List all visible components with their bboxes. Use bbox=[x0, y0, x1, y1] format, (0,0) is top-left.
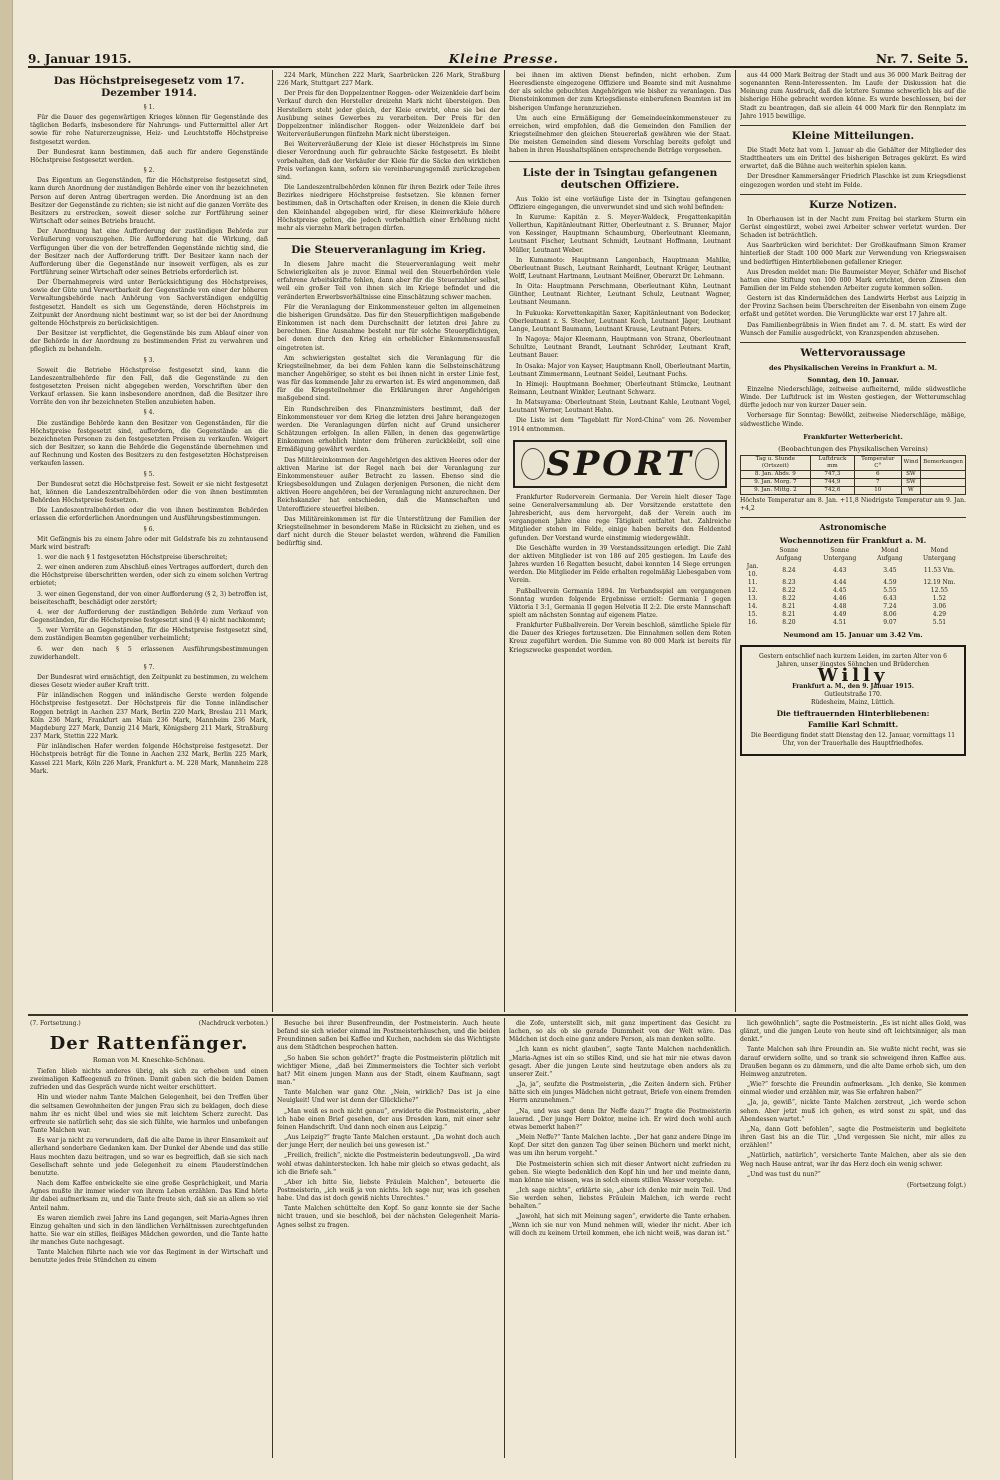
table-header bbox=[740, 547, 765, 563]
novel-author: Roman von M. Kneschke-Schönau. bbox=[92, 1056, 206, 1064]
paragraph: Der Bundesrat wird ermächtigt, den Zeitpunkt zu bestimmen, zu welchem dieses Gesetz wieder außer Kraft tritt. bbox=[30, 674, 268, 690]
table-cell: 12. bbox=[747, 587, 758, 594]
paragraph: Der Besitzer ist verpflichtet, die Gegenstände bis zum Ablauf einer von der Behörde in der Anordnung zu bestimmenden Frist zu verwahren und pfleglich zu behandeln. bbox=[30, 330, 268, 354]
paragraph: 5. wer Vorräte an Gegenständen, für die Höchstpreise festgesetzt sind, dem zuständigen Beamten gegenüber verheimlicht; bbox=[30, 627, 268, 643]
article-continuation-steuer bbox=[509, 72, 731, 156]
wetter-line-1: des Physikalischen Vereins in Frankfurt a. M. bbox=[768, 363, 938, 372]
death-extra: Rüdesheim, Mainz, Lüttich. bbox=[811, 699, 895, 706]
table-header: Mond Aufgang bbox=[877, 547, 903, 562]
paragraph: „Ich sage nichts“, erklärte sie, „aber ich denke mir mein Teil. Und Sie werden sehen, liebstes Fräulein Malchen, ich werde recht behalten.“ bbox=[509, 1186, 731, 1211]
table-cell: 11.53 Vm. bbox=[923, 567, 955, 574]
paragraph: Die Landeszentralbehörden können für ihren Bezirk oder Teile ihres Bezirkes niedrigere Höchstpreise festsetzen. Sie können ferner bestimmen, daß in Ortschaften oder Kreisen, in denen die Kleie durch den Kleinhandel abgegeben wird, für diese Kleinverkäufe höhere Höchstpreise gelten, die jedoch vorbehaltlich einer Erhöhung nicht mehr als vierzehn Mark betragen dürfen. bbox=[277, 184, 500, 232]
paragraph: Tante Malchen war ganz Ohr. „Nein, wirklich? Das ist ja eine Neuigkeit! Und wer ist denn der Glückliche?“ bbox=[277, 1089, 500, 1105]
table-cell: 3.06 bbox=[932, 603, 947, 610]
table-header: Tag u. Stunde (Ortszeit) bbox=[741, 455, 811, 470]
table-cell: 5.51 bbox=[932, 619, 947, 626]
paragraph: Aus Tokio ist eine vorläufige Liste der in Tsingtau gefangenen Offiziere eingegangen, die unverwundet sind und sich wohl befinden: bbox=[509, 195, 731, 211]
astro-row bbox=[740, 603, 966, 611]
wetterbericht-title: Frankfurter Wetterbericht. bbox=[803, 432, 903, 441]
paragraph: Fußballverein Germania 1894. Im Verbandsspiel am vergangenen Sonntag wurden folgende Ergebnisse erzielt: Germania I gegen Viktoria I 3:1, Germania II gegen Helvetia II 2:2. Die erste Mannschaft spielt am nächsten Sonntag auf eigenem Platze. bbox=[509, 587, 731, 619]
table-cell: 747,3 bbox=[810, 470, 854, 478]
paragraph: Soweit die Betriebe Höchstpreise festgesetzt sind, kann die Landeszentralbehörde für den Fall, daß die Gegenstände zu den festgesetzten Preisen nicht abgegeben werden, Vorschriften über den Verkauf erlassen. Sie kann insbesondere anordnen, daß die Besitzer ihre Vorräte den von ihr bezeichneten Stellen anzubieten haben. bbox=[30, 366, 268, 407]
column-rule bbox=[504, 1018, 505, 1458]
death-mourners: Die tieftrauernden Hinterbliebenen: bbox=[776, 709, 930, 718]
paragraph: In Osaka: Major von Kayser, Hauptmann Knoll, Oberleutnant Martin, Leutnant Zimmermann, Leutnant Seidel, Leutnant Fuchs. bbox=[509, 362, 731, 378]
article-body-hoechstpreise bbox=[30, 104, 268, 776]
paragraph: Nach dem Kaffee entwickelte sie eine große Gesprächigkeit, und Maria Agnes mußte ihr immer wieder von ihrem Leben erzählen. Das Kind hörte ihr dabei aufmerksam zu, und die Tante freute sich, daß sie an allem so viel Anteil nahm. bbox=[30, 1180, 268, 1212]
ornament-icon bbox=[695, 448, 719, 480]
paragraph: Für inländischen Roggen und inländische Gerste werden folgende Höchstpreise festgesetzt. Der Höchstpreis für die Tonne inländischer Roggen beträgt in Aachen 237 Mark, Berlin 220 Mark, Breslau 211 Mark, Köln 236 Mark, Frankfurt am Main 236 Mark, Mannheim 236 Mark, Magdeburg 227 Mark, Danzig 214 Mark, Königsberg 211 Mark, Straßburg 237 Mark, Stettin 222 Mark. bbox=[30, 692, 268, 741]
paragraph: In diesem Jahre macht die Steuerveranlagung weit mehr Schwierigkeiten als je zuvor. Einmal weil den Steuerbehörden viele erfahrene Arbeitskräfte fehlen, dann aber für die Steuerzahler selbst, weil ein großer Teil von ihnen sich im Kriege befindet und die veränderten Erwerbsverhältnisse eine Einschätzung schwer machen. bbox=[277, 260, 500, 301]
paragraph: „Ja, ja, gewiß“, nickte Tante Malchen zerstreut, „ich werde schon sehen. Aber jetzt muß ich gehen, es wird sonst zu spät, und das Abendessen wartet.“ bbox=[740, 1099, 966, 1123]
table-header: Bemerkungen bbox=[921, 455, 966, 470]
column-rule bbox=[504, 70, 505, 1012]
article-title-tsingtau: Liste der in Tsingtau gefangenen deutschen Offiziere. bbox=[522, 166, 718, 191]
page-edge bbox=[0, 0, 13, 1480]
paragraph: aus 44 000 Mark Beitrag der Stadt und aus 36 000 Mark Beitrag der sogenannten Renn-Interessenten. Im Laufe der Diskussion hat die Meinung zum Ausdruck, daß die letztere Summe schwerlich bis auf die bisherige Höhe gebracht werden könne. Es wurde beschlossen, bei der Stadt zu beantragen, daß sie allein 44 000 Mark für den Rennplatz im Jahre 1915 bewillige. bbox=[740, 72, 966, 120]
paragraph: Die zuständige Behörde kann den Besitzer von Gegenständen, für die Höchstpreise festgesetzt sind, auffordern, die Gegenstände an die bezeichneten Personen zu den festgesetzten Preisen zu verkaufen. Weigert sich der Besitzer, so kann die Behörde die Gegenstände übernehmen und auf Rechnung und Kosten des Besitzers zu den festgesetzten Höchstpreisen verkaufen lassen. bbox=[30, 419, 268, 468]
table-cell: 5.55 bbox=[883, 587, 897, 594]
novel-column-3 bbox=[509, 1020, 731, 1460]
novel-continuation: (7. Fortsetzung.) bbox=[30, 1020, 81, 1027]
death-family: Familie Karl Schmitt. bbox=[807, 720, 899, 729]
paragraph: 4. wer der Aufforderung der zuständigen Behörde zum Verkauf von Gegenständen, für die Höchstpreise festgesetzt sind (§ 4) nicht nachkommt; bbox=[30, 608, 268, 625]
title-wettervoraussage: Wettervoraussage bbox=[800, 346, 906, 359]
paragraph: Die Geschäfte wurden in 39 Vorstandssitzungen erledigt. Die Zahl der aktiven Mitglieder ist von 186 auf 205 gestiegen. Im Laufe des Jahres wurden 16 Regatten besucht, dabei konnten 14 Siege errungen werden. Die Mitglieder im Felde erhalten regelmäßig Liebesgaben vom Verein. bbox=[509, 544, 731, 585]
paragraph: Tante Malchen schüttelte den Kopf. So ganz konnte sie der Sache nicht trauen, und sie beschloß, bei der nächsten Gelegenheit Maria-Agnes selbst zu fragen. bbox=[277, 1205, 500, 1229]
paragraph: Der Bundesrat setzt die Höchstpreise fest. Soweit er sie nicht festgesetzt hat, können die Landeszentralbehörden oder die von ihnen bestimmten Behörden Höchstpreise festsetzen. bbox=[30, 480, 268, 505]
wetter-text: Einzelne Niederschläge, zeitweise aufheiternd, milde südwestliche Winde. Der Luftdruck ist im Westen gestiegen, der Wetterumschlag dürfte jedoch nur von kurzer Dauer sein. bbox=[740, 385, 966, 410]
table-cell: 6 bbox=[855, 470, 901, 478]
table-cell: 8.20 bbox=[782, 619, 796, 626]
paragraph: „Wie?“ forschte die Freundin aufmerksam. „Ich denke, Sie kommen einmal wieder und erzählen mir, was Sie erfahren haben?“ bbox=[740, 1081, 966, 1097]
table-cell bbox=[921, 486, 966, 494]
paragraph: „Und was tust du nun?“ bbox=[747, 1170, 821, 1178]
table-cell: 9.07 bbox=[883, 619, 897, 626]
table-cell: W bbox=[901, 486, 921, 494]
death-intro: Gestern entschlief nach kurzem Leiden, im zarten Alter von 6 Jahren, unser jüngstes Söhnchen und Brüderchen bbox=[759, 653, 947, 668]
paragraph: lich gewöhnlich“, sagte die Postmeisterin. „Es ist nicht alles Gold, was glänzt, und die jungen Leute von heute sind oft leichtsinniger, als man denkt.“ bbox=[740, 1020, 966, 1044]
paragraph: Bei Weiterveräußerung der Kleie ist dieser Höchstpreis im Sinne dieser Verordnung auch für gebrauchte Säcke festgesetzt. Es bleibt vorbehalten, daß der Verkäufer der Kleie für die Säcke den wirklichen Preis verlangen kann, sofern sie vereinbarungsgemäß zurückzugeben sind. bbox=[277, 141, 500, 181]
table-cell: 8.21 bbox=[782, 603, 796, 610]
table-cell: 744,9 bbox=[810, 478, 854, 486]
paragraph: 1. wer die nach § 1 festgesetzten Höchstpreise überschreitet; bbox=[37, 553, 228, 561]
paragraph: In Oberhausen ist in der Nacht zum Freitag bei starkem Sturm ein Gerüst eingestürzt, wobei zwei Arbeiter schwer verletzt wurden. Der Schaden ist beträchtlich. bbox=[740, 215, 966, 240]
death-burial: Die Beerdigung findet statt Dienstag den 12. Januar, vormittags 11 Uhr, von der Trauerhalle des Hauptfriedhofes. bbox=[750, 732, 956, 747]
paragraph: „Natürlich, natürlich“, versicherte Tante Malchen, aber als sie den Weg nach Hause antrat, war ihr das Herz doch ein wenig schwer. bbox=[740, 1152, 966, 1168]
table-cell: 8.06 bbox=[883, 611, 897, 618]
astro-row bbox=[740, 579, 966, 587]
column-rule bbox=[272, 70, 273, 1012]
paragraph: „Aber ich bitte Sie, liebste Fräulein Malchen“, beteuerte die Postmeisterin, „ich weiß ja von nichts. Ich sage nur, was ich gesehen habe. Und das ist doch gewiß nichts Unrechtes.“ bbox=[277, 1178, 500, 1203]
paragraph: Hin und wieder nahm Tante Malchen Gelegenheit, bei den Treffen über die seltsamen Gewohnheiten der jungen Frau sich zu beklagen, doch diese nahm ihr es nicht übel und wies sie mit leichtem Scherz zurecht. Das erfreute sie natürlich sehr, das sie sich fühlte, wie harmlos und unbefangen Tante Malchen war. bbox=[30, 1094, 268, 1135]
table-cell: 4.59 bbox=[883, 579, 897, 586]
masthead-date: 9. Januar 1915. bbox=[28, 52, 132, 66]
article-body-tsingtau bbox=[509, 196, 731, 434]
novel-text-3 bbox=[509, 1020, 731, 1238]
paragraph: „Na, dann Gott befohlen“, sagte die Postmeisterin und begleitete ihren Gast bis an die Tür. „Und vergessen Sie nicht, mir alles zu erzählen!“ bbox=[740, 1125, 966, 1150]
table-cell: 742,6 bbox=[810, 486, 854, 494]
table-cell: 3.45 bbox=[883, 567, 897, 574]
astro-title: Astronomische bbox=[819, 522, 887, 532]
table-header: Wind bbox=[901, 455, 921, 470]
paragraph: In Nagoya: Major Kleemann, Hauptmann von Stranz, Oberleutnant Schultze, Leutnant Brandt, Leutnant Schröder, Leutnant Kraft, Leutnant Bauer. bbox=[509, 336, 731, 360]
article-body-steuer bbox=[277, 261, 500, 548]
paragraph: Mit Gefängnis bis zu einem Jahre oder mit Geldstrafe bis zu zehntausend Mark wird bestraft: bbox=[30, 535, 268, 551]
section-rule bbox=[28, 1014, 968, 1016]
paragraph: 2. wer einen anderen zum Abschluß eines Vertrages auffordert, durch den die Höchstpreise überschritten werden, oder sich zu einem solchen Vertrag erbietet; bbox=[30, 564, 268, 588]
astro-subtitle: Wochennotizen für Frankfurt a. M. bbox=[779, 536, 927, 545]
novel-closing: (Fortsetzung folgt.) bbox=[907, 1181, 966, 1189]
paragraph: Besuche bei ihrer Busenfreundin, der Postmeisterin. Auch heute befand sie sich wieder einmal im Postmeisterhäuschen, und die beiden Freundinnen saßen bei Kaffee und Kuchen, nachdem sie das Wichtigste aus dem Städtchen besprochen hatten. bbox=[277, 1020, 500, 1052]
paragraph: Die Landeszentralbehörden oder die von ihnen bestimmten Behörden erlassen die erforderlichen Anordnungen und Ausführungsbestimmungen. bbox=[30, 507, 268, 523]
paragraph: Ein Rundschreiben des Finanzministers bestimmt, daß der Einkommensteuer vor dem Krieg die letzten drei Jahre herangezogen werden. Die Veranlagungen dürfen nicht auf Grund unsicherer Schätzungen erfolgen. In allen Fällen, in denen das gegenwärtige Einkommen erheblich hinter dem früheren zurückbleibt, soll eine Ermäßigung gewährt werden. bbox=[277, 405, 500, 454]
paragraph: Der Übernahmepreis wird unter Berücksichtigung des Höchstpreises, sowie der Güte und Verwertbarkeit der Gegenstände von einer der höheren Verwaltungsbehörde nach Anhörung von Sachverständigen endgültig festgesetzt. Handelt es sich um Gegenstände, deren Höchstpreis im Zeitpunkt der Anordnung nicht bestimmt war, so ist der bei der Anordnung geltende Höchstpreis zu berücksichtigen. bbox=[30, 279, 268, 327]
section-number: § 5. bbox=[143, 470, 155, 478]
title-kleine-mitteilungen: Kleine Mitteilungen. bbox=[791, 129, 915, 142]
table-cell: 16. bbox=[747, 619, 758, 626]
paragraph: Der Bundesrat kann bestimmen, daß auch für andere Gegenstände Höchstpreise festgesetzt werden. bbox=[30, 148, 268, 164]
table-cell: 4.29 bbox=[932, 611, 947, 618]
table-cell: 4.46 bbox=[833, 595, 847, 602]
article-continuation-preise bbox=[277, 72, 500, 233]
paragraph: Für die Veranlagung der Einkommensteuer gelten im allgemeinen die bisherigen Grundsätze. Das für den Steuerpflichtigen maßgebende Einkommen ist nach dem Durchschnitt der letzten drei Jahre zu berechnen. Eine Ausnahme besteht nur für solche Steuerpflichtigen, bei denen durch den Krieg ein erheblicher Einkommensausfall eingetreten ist. bbox=[277, 303, 500, 352]
paragraph: Es war ja nicht zu verwundern, daß die alte Dame in ihrer Einsamkeit auf allerhand sonderbare Gedanken kam. Der Dunkel der Abende und das stille Haus mochten dazu beitragen, und so war es begreiflich, daß sie sich nach Gesellschaft sehnte und jede Gelegenheit zu einem Plauderstündchen benutzte. bbox=[30, 1137, 268, 1177]
column-1 bbox=[30, 72, 268, 1012]
table-cell: SW bbox=[901, 478, 921, 486]
paragraph: Aus Dresden meldet man: Die Baumeister Meyer, Schäfer und Bischof hatten eine Stiftung von 100 000 Mark errichtet, deren Zinsen den Familien der im Felde stehenden Arbeiter zugute kommen sollen. bbox=[740, 268, 966, 292]
kleine-mitteilungen-body bbox=[740, 147, 966, 190]
masthead bbox=[28, 46, 968, 68]
paragraph: Frankfurter Ruderverein Germania. Der Verein hielt dieser Tage seine Generalversammlung ab. Der Vorsitzende erstattete den Jahresbericht, aus dem hervorgeht, daß der Verein auch im vergangenen Jahre eine rege Tätigkeit entfaltet hat. Zahlreiche Mitglieder stehen im Felde, einige haben bereits den Heldentod gefunden. Der Vorstand wurde einstimmig wiedergewählt. bbox=[509, 493, 731, 542]
paragraph: „Jawohl, hat sich mit Meinung sagen“, erwiderte die Tante erhaben. „Wenn ich sie nur von Mund nehmen will, wieder ihr nicht. Aber ich will doch zu keinem Urteil kommen, ehe ich nicht weiß, was daran ist.“ bbox=[509, 1213, 731, 1237]
paragraph: Das Militäreinkommen ist für die Unterstützung der Familien der Kriegsteilnehmer in besonderem Maße in Rücksicht zu ziehen, und es darf nicht durch die Steuer belastet werden, während die Familien bedürftig sind. bbox=[277, 515, 500, 548]
table-cell bbox=[921, 478, 966, 486]
paragraph: „Man weiß es noch nicht genau“, erwiderte die Postmeisterin, „aber ich habe einen Brief gesehen, der aus Dresden kam, mit einer sehr feinen Handschrift. Und dann noch einen aus Leipzig.“ bbox=[277, 1107, 500, 1131]
paragraph: Gestern ist das Kindermädchen des Landwirts Herbst aus Leipzig in der Provinz Sachsen beim Überschreiten der Eisenbahn von einem Zuge erfaßt und getötet worden. Die Verunglückte war erst 17 Jahre alt. bbox=[740, 295, 966, 319]
paragraph: „Mein Neffe?“ Tante Malchen lachte. „Der hat ganz andere Dinge im Kopf. Der sitzt den ganzen Tag über seinen Büchern und merkt nicht, was um ihn herum vorgeht.“ bbox=[509, 1134, 731, 1158]
novel-text-2 bbox=[277, 1020, 500, 1230]
ornament-icon bbox=[521, 448, 545, 480]
column-2 bbox=[277, 72, 500, 1012]
table-cell: 9. Jan. Morg. 7 bbox=[741, 478, 811, 486]
paragraph: In Matsuyama: Oberleutnant Stein, Leutnant Kahle, Leutnant Vogel, Leutnant Werner, Leutnant Hahn. bbox=[509, 399, 731, 415]
table-cell: 10 bbox=[855, 486, 901, 494]
novel-text-4 bbox=[740, 1020, 966, 1179]
table-cell: 7.24 bbox=[883, 603, 897, 610]
article-title-steuer: Die Steuerveranlagung im Krieg. bbox=[291, 243, 486, 256]
wetter-line-2: Sonntag, den 10. Januar. bbox=[807, 375, 899, 384]
table-cell: 4.43 bbox=[833, 567, 847, 574]
paragraph: Der Dresdner Kammersänger Friedrich Plaschke ist zum Kriegsdienst eingezogen worden und steht im Felde. bbox=[740, 173, 966, 189]
paragraph: Für inländischen Hafer werden folgende Höchstpreise festgesetzt. Der Höchstpreis beträgt für die Tonne in Aachen 232 Mark, Berlin 225 Mark, Kassel 221 Mark, Köln 226 Mark, Frankfurt a. M. 228 Mark, Mannheim 228 Mark. bbox=[30, 743, 268, 775]
weather-table-note: Höchste Temperatur am 8. Jan. +11,8 Niedrigste Temperatur am 9. Jan. +4,2 bbox=[740, 496, 966, 512]
title-kurze-notizen: Kurze Notizen. bbox=[809, 198, 897, 211]
paragraph: Am schwierigsten gestaltet sich die Veranlagung für die Kriegsteilnehmer, da bei dem Fehlen kann die Selbsteinschätzung mancher Angehöriger, so steht es bei ihnen nicht in erster Linie fest, was für das kommende Jahr zu erwarten ist. Es wird angenommen, daß für die Kriegsteilnehmer die Erklärungen ihrer Angehörigen maßgebend sind. bbox=[277, 354, 500, 403]
table-cell: 4.48 bbox=[833, 603, 847, 610]
paragraph: Das Militäreinkommen der Angehörigen des aktiven Heeres oder der aktiven Marine ist der Regel nach bei der Veranlagung zur Einkommensteuer außer Betracht zu lassen. Ebenso sind die Kriegsbesoldungen und Zulagen derjenigen Personen, die nicht dem aktiven Heere angehören, bei der Veranlagung nicht anzurechnen. Der Reichskanzler hat entschieden, daß die Mannschaften und Unteroffiziere steuerfrei bleiben. bbox=[277, 456, 500, 513]
table-cell bbox=[921, 470, 966, 478]
paragraph: „Freilich, freilich“, nickte die Postmeisterin bedeutungsvoll. „Da wird wohl etwas dahinterstecken. Ich habe mir gleich so etwas gedacht, als ich die Briefe sah.“ bbox=[277, 1152, 500, 1176]
table-cell: 1.52 bbox=[932, 595, 947, 602]
table-header: Luftdruck mm bbox=[810, 455, 854, 470]
astro-row bbox=[740, 611, 966, 619]
weather-row bbox=[741, 470, 966, 478]
paragraph: Die Liste ist dem "Tageblatt für Nord-China" vom 26. November 1914 entnommen. bbox=[509, 417, 731, 433]
table-cell: 8.24 bbox=[782, 567, 796, 574]
column-rule bbox=[735, 1018, 736, 1458]
column-4 bbox=[740, 72, 966, 1012]
table-cell: 6.43 bbox=[883, 595, 897, 602]
paragraph: „Na, und was sagt denn Ihr Neffe dazu?“ fragte die Postmeisterin lauernd. „Der junge Herr Doktor, meine ich. Er wird doch wohl auch etwas bemerkt haben?“ bbox=[509, 1107, 731, 1131]
astro-row bbox=[740, 563, 966, 579]
sport-banner bbox=[513, 440, 727, 488]
death-name: Willy bbox=[817, 665, 889, 686]
table-cell: 9. Jan. Mittg. 2 bbox=[741, 486, 811, 494]
novel-meta bbox=[30, 1020, 268, 1027]
paragraph: „Aus Leipzig?“ fragte Tante Malchen erstaunt. „Da wohnt doch auch der junge Herr, der neulich bei uns gewesen ist.“ bbox=[277, 1134, 500, 1150]
death-address: Gutleutstraße 170. bbox=[824, 691, 882, 698]
article-title-hoechstpreise: Das Höchstpreisegesetz vom 17. Dezember 1914. bbox=[53, 75, 245, 99]
weather-row bbox=[741, 478, 966, 486]
table-cell: 15. bbox=[747, 611, 758, 618]
masthead-paper: Kleine Presse. bbox=[448, 52, 559, 66]
table-header: Temperatur C° bbox=[855, 455, 901, 470]
novel-rights: (Nachdruck verboten.) bbox=[198, 1020, 268, 1027]
table-header: Mond Untergang bbox=[922, 547, 956, 562]
paragraph: Tiefen blieb nichts anderes übrig, als sich zu erheben und einen zweimaligen Kaffeegenuß zu frönen. Damit gaben sich die beiden Damen zufrieden und das Gespräch wurde nicht weiter erschüttert. bbox=[30, 1068, 268, 1092]
table-cell: 12.55 bbox=[930, 587, 948, 594]
astro-row bbox=[740, 619, 966, 627]
section-number: § 4. bbox=[143, 409, 155, 417]
paragraph: bei ihnen im aktiven Dienst befinden, nicht erhoben. Zum Heeresdienste eingezogene Offiziere und Beamte sind mit Ausnahme der als solche gebuchten Angehörigen wie bisher zu veranlagen. Das Diensteinkommen der zum Kriegsdienste einberufenen Beamten ist im bisherigen Umfange heranzuziehen. bbox=[509, 72, 731, 112]
masthead-number: Nr. 7. Seite 5. bbox=[876, 52, 968, 66]
table-cell: 8.21 bbox=[782, 611, 796, 618]
paragraph: „So haben Sie schon gehört?“ fragte die Postmeisterin plötzlich mit wichtiger Miene, „daß bei Zimmermeisters die Tochter sich verlobt hat? Mit einem jungen Mann aus der Stadt, einem Kaufmann, sagt man.“ bbox=[277, 1054, 500, 1087]
paragraph: Um auch eine Ermäßigung der Gemeindeeinkommensteuer zu erreichen, wird empfohlen, daß die Gemeinden den Familien der Kriegsteilnehmer den gleichen Steuererlaß gewähren wie der Staat. Die meisten Gemeinden sind diesem Vorschlag bereits gefolgt und haben in ihren Haushaltsplänen entsprechende Beträge vorgesehen. bbox=[509, 114, 731, 155]
table-header: Sonne Aufgang bbox=[776, 547, 802, 562]
paragraph: „Ja, ja“, seufzte die Postmeisterin, „die Zeiten ändern sich. Früher hätte sich ein junges Mädchen nicht getraut, Briefe von einem fremden Herrn anzunehmen.“ bbox=[509, 1081, 731, 1105]
paragraph: 3. wer einen Gegenstand, der von einer Aufforderung (§ 2, 3) betroffen ist, beiseiteschafft, beschädigt oder zerstört; bbox=[30, 590, 268, 606]
novel-column-2 bbox=[277, 1020, 500, 1460]
table-cell: 12.19 Nm. bbox=[923, 579, 956, 586]
astro-table bbox=[740, 547, 966, 627]
table-cell: SW bbox=[901, 470, 921, 478]
novel-title: Der Rattenfänger. bbox=[49, 1033, 249, 1054]
paragraph: Der Preis für den Doppelzentner Roggen- oder Weizenkleie darf beim Verkauf durch den Hersteller dreizehn Mark nicht übersteigen. Den Herstellern steht jeder gleich, der Kleie erwirbt, ohne sie bei der Ausübung seines Gewerbes zu verarbeiten. Der Preis für den Doppelzentner inländischer Roggen- oder Weizenkleie darf bei Weiterveräußerungen fünfzehn Mark nicht übersteigen. bbox=[277, 90, 500, 139]
table-cell: Jan. 10. bbox=[746, 563, 759, 578]
table-cell: 11. bbox=[747, 579, 758, 586]
paragraph: In Kumamoto: Hauptmann Langenbach, Hauptmann Mahlke, Oberleutnant Busch, Leutnant Reinhardt, Leutnant Krüger, Leutnant Wolff, Leutnant Hartmann, Leutnant Meißner, Oberarzt Dr. Lehmann. bbox=[509, 256, 731, 280]
paragraph: Der Anordnung hat eine Aufforderung der zuständigen Behörde zur Veräußerung vorauszugehen. Die Aufforderung hat die Wirkung, daß Verfügungen über die von der betreffenden Gegenstände nichtig sind, die der Besitzer nach der Aufforderung trifft. Der Besitzer kann nach der Aufforderung über die Gegenstände nur insoweit verfügen, als es zur Fortführung seiner Wirtschaft oder seines Betriebs erforderlich ist. bbox=[30, 228, 268, 276]
paragraph: Es waren ziemlich zwei Jahre ins Land gegangen, seit Maria-Agnes ihren Einzug gehalten und sich in den ländlichen Verhältnissen zurechtgefunden hatte. Sie war ein stilles, fleißiges Mädchen geworden, und die Tante hatte ihr manches Gute nachgesagt. bbox=[30, 1214, 268, 1247]
table-cell: 14. bbox=[747, 603, 758, 610]
astro-row bbox=[740, 595, 966, 603]
paragraph: Aus Saarbrücken wird berichtet: Der Großkaufmann Simon Kramer hinterließ der Stadt 100 000 Mark zur Verwendung von Kriegswaisen und bedürftigen Hinterbliebenen gefallener Krieger. bbox=[740, 242, 966, 266]
article-continuation-sport bbox=[740, 72, 966, 121]
table-cell: 4.45 bbox=[833, 587, 847, 594]
paragraph: 224 Mark, München 222 Mark, Saarbrücken 226 Mark, Straßburg 226 Mark, Stuttgart 227 Mark. bbox=[277, 72, 500, 88]
death-notice bbox=[740, 645, 966, 756]
novel-column-4 bbox=[740, 1020, 966, 1460]
table-cell: 13. bbox=[747, 595, 758, 602]
paragraph: Das Eigentum an Gegenständen, für die Höchstpreise festgesetzt sind, kann durch Anordnung der zuständigen Behörde einer von ihr bezeichneten Person auf deren Antrag übertragen werden. Die Anordnung ist an den Besitzer der Gegenstände zu richten; sie ist nicht auf die ganzen Vorräte des Besitzers zu erstrecken, soweit dieser solche zur Fortführung seiner Wirtschaft oder seines Betriebs braucht. bbox=[30, 177, 268, 226]
table-cell: 4.51 bbox=[833, 619, 847, 626]
paragraph: Das Familienbegräbnis in Wien findet am 7. d. M. statt. Es wird der Wunsch der Familie ausgedrückt, von Kranzspenden abzusehen. bbox=[740, 321, 966, 337]
column-rule bbox=[735, 70, 736, 1012]
paragraph: Die Postmeisterin schien sich mit dieser Antwort nicht zufrieden zu geben. Sie wiegte bedenklich den Kopf hin und her und meinte dann, man könne nie wissen, was in solch einem stillen Wasser vorgehe. bbox=[509, 1160, 731, 1184]
article-body-sport bbox=[509, 494, 731, 655]
wetter-vorschau: Vorhersage für Sonntag: Bewölkt, zeitweise Niederschläge, mäßige, südwestliche Winde. bbox=[740, 412, 966, 428]
paragraph: die Zofe, unterstellt sich, mit ganz impertinent das Gesicht zu lachen, so als ob sie gerade Dummheit von der Welt wäre. Das Mädchen ist doch eine ganz andere Person, als man denken sollte. bbox=[509, 1020, 731, 1044]
paragraph: In Oita: Hauptmann Perschmann, Oberleutnant Kühn, Leutnant Günther, Leutnant Richter, Leutnant Schulz, Leutnant Wagner, Leutnant Neumann. bbox=[509, 283, 731, 307]
paragraph: Die Stadt Metz hat vom 1. Januar ab die Gehälter der Mitglieder des Stadttheaters um ein Drittel des bisherigen Betrages gekürzt. Es wird erwartet, daß die Bühne auch weiterhin spielen kann. bbox=[740, 146, 966, 171]
section-number: § 7. bbox=[143, 663, 155, 671]
paragraph: In Fukuoka: Korvettenkapitän Saxer, Kapitänleutnant von Bodecker, Oberleutnant z. S. Stecher, Leutnant Koch, Leutnant Jäger, Leutnant Lange, Leutnant Baumann, Leutnant Krause, Leutnant Peters. bbox=[509, 309, 731, 333]
paragraph: Frankfurter Fußballverein. Der Verein beschloß, sämtliche Spiele für die Dauer des Krieges fortzusetzen. Die Einnahmen sollen dem Roten Kreuz zugeführt werden. Die Summe von 80 000 Mark ist bereits für Kriegszwecke gespendet worden. bbox=[509, 622, 731, 654]
paragraph: In Kurume: Kapitän z. S. Meyer-Waldeck, Fregattenkapitän Vollerthun, Kapitänleutnant Ritter, Oberleutnant z. S. Brunner, Major von Kessinger, Hauptmann Schaumburg, Oberleutnant Kleemann, Leutnant Fischer, Leutnant Schmidt, Leutnant Hoffmann, Leutnant Müller, Leutnant Weber. bbox=[509, 213, 731, 254]
weather-table bbox=[740, 455, 966, 495]
paragraph: Für die Dauer des gegenwärtigen Krieges können für Gegenstände des täglichen Bedarfs, insbesondere für Nahrungs- und Futtermittel aller Art sowie für rohe Naturerzeugnisse, Heiz- und Leuchtstoffe Höchstpreise festgesetzt werden. bbox=[30, 114, 268, 146]
death-place: Frankfurt a. M., den 9. Januar 1915. bbox=[792, 683, 914, 690]
paragraph: Tante Malchen führte nach wie vor das Regiment in der Wirtschaft und benutzte jedes freie Stündchen zu einem bbox=[30, 1249, 268, 1265]
table-cell: 4.44 bbox=[833, 579, 847, 586]
section-number: § 2. bbox=[143, 167, 155, 175]
astro-row bbox=[740, 587, 966, 595]
paragraph: 6. wer den nach § 5 erlassenen Ausführungsbestimmungen zuwiderhandelt. bbox=[30, 645, 268, 661]
column-rule bbox=[272, 1018, 273, 1458]
table-cell: 8.23 bbox=[782, 579, 796, 586]
kurze-notizen-body bbox=[740, 216, 966, 338]
sport-label: SPORT bbox=[546, 443, 694, 484]
novel-text-1 bbox=[30, 1068, 268, 1266]
table-header: Sonne Untergang bbox=[823, 547, 857, 562]
paragraph: „Ich kann es nicht glauben“, sagte Tante Malchen nachdenklich. „Maria-Agnes ist ein so stilles Kind, und sie hat mir nie etwas davon gesagt. Aber die jungen Leute sind heutzutage eben anders als zu unserer Zeit.“ bbox=[509, 1046, 731, 1078]
neumond-note: Neumond am 15. Januar um 3.42 Vm. bbox=[783, 631, 923, 639]
wetterbericht-subtitle: (Beobachtungen des Physikalischen Vereins) bbox=[778, 444, 928, 453]
table-cell: 8.22 bbox=[782, 595, 796, 602]
section-number: § 6. bbox=[143, 525, 155, 533]
table-cell: 8.22 bbox=[782, 587, 796, 594]
table-cell: 4.49 bbox=[833, 611, 847, 618]
weather-row bbox=[741, 486, 966, 494]
table-cell: 7 bbox=[855, 478, 901, 486]
section-number: § 1. bbox=[143, 104, 155, 111]
paragraph: In Himeji: Hauptmann Boehmer, Oberleutnant Stümcke, Leutnant Reimann, Leutnant Winkler, Leutnant Schwarz. bbox=[509, 380, 731, 396]
paragraph: Tante Malchen sah ihre Freundin an. Sie wußte nicht recht, was sie darauf erwidern sollte, und so trank sie schweigend ihren Kaffee aus. Draußen begann es zu dämmern, und die alte Dame erhob sich, um den Heimweg anzutreten. bbox=[740, 1046, 966, 1078]
novel-column-1 bbox=[30, 1020, 268, 1460]
column-3 bbox=[509, 72, 731, 1012]
table-cell: 8. Jan. Abds. 9 bbox=[741, 470, 811, 478]
section-number: § 3. bbox=[143, 356, 155, 364]
